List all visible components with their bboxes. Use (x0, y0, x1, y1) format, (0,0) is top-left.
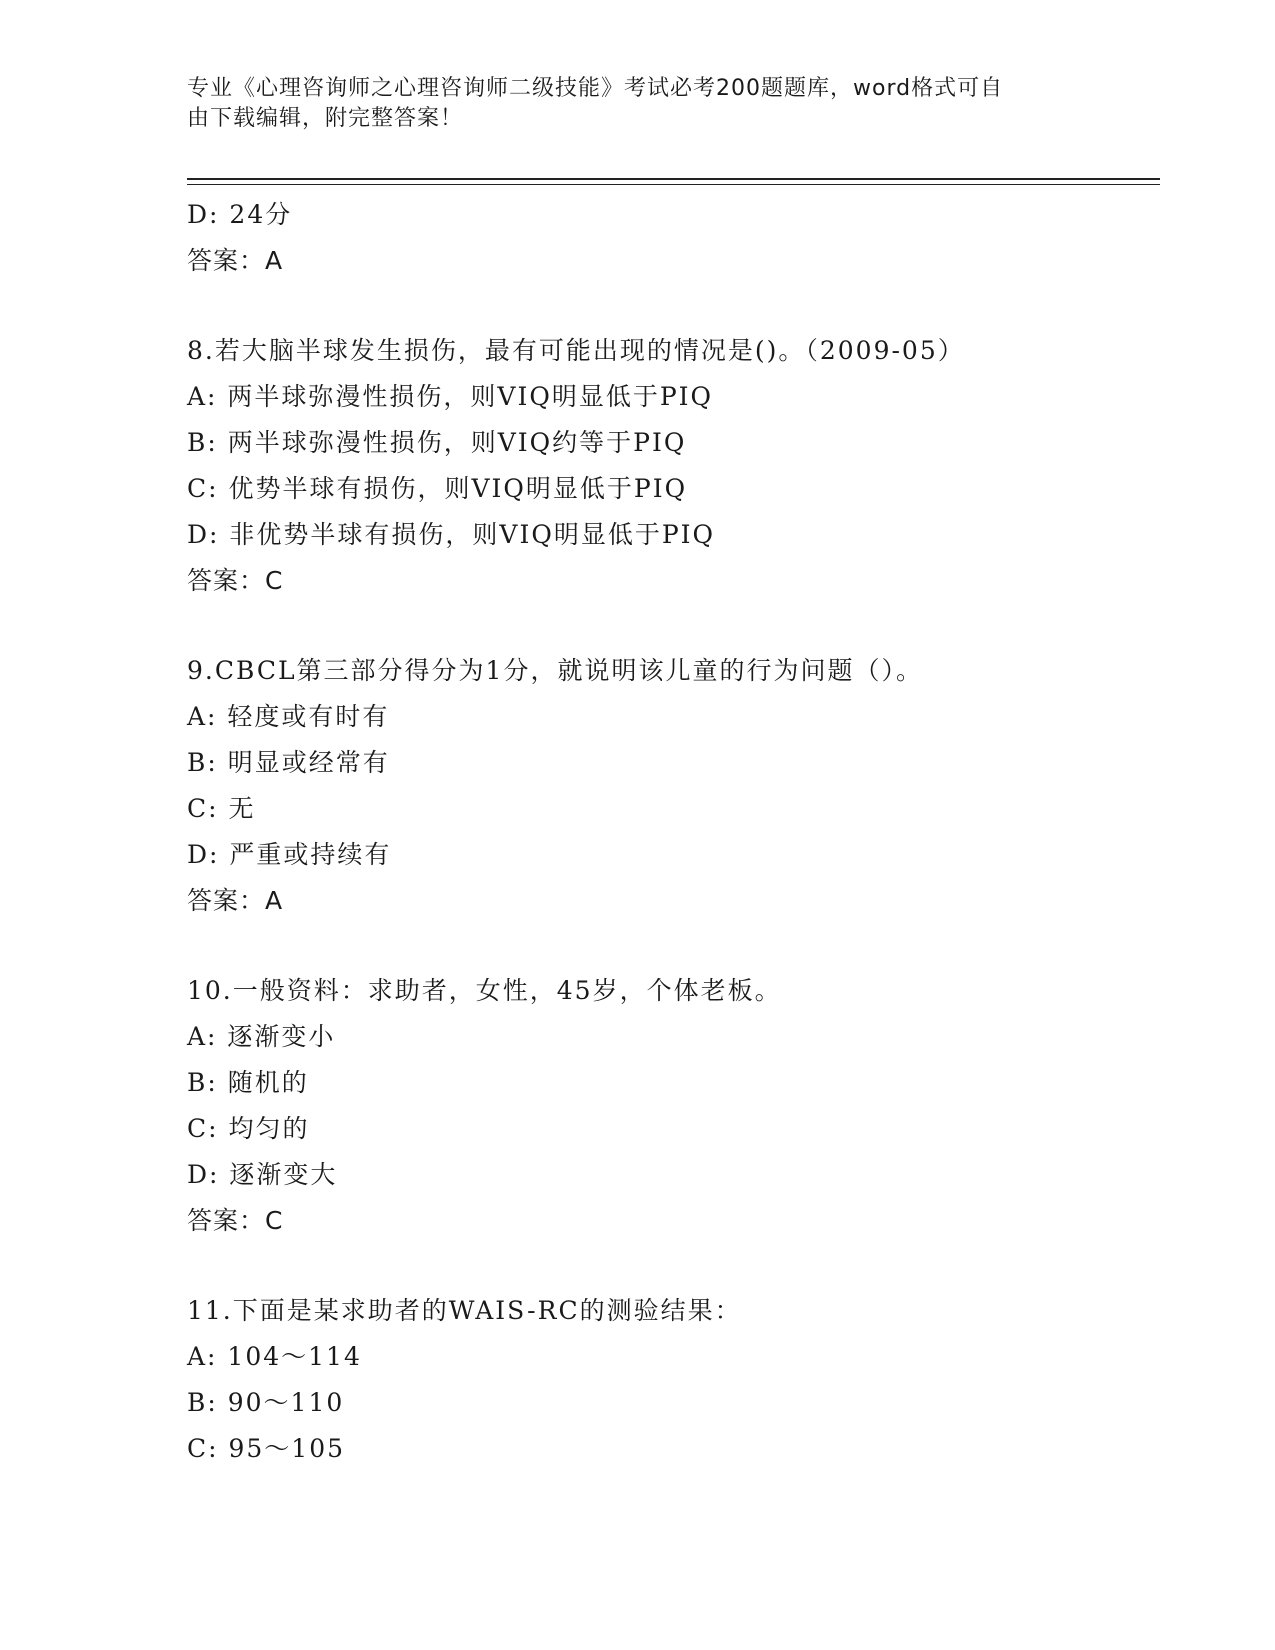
spacer (187, 924, 1167, 968)
option-b: B: 两半球弥漫性损伤，则VIQ约等于PIQ (187, 428, 687, 457)
question-stem: 9.CBCL第三部分得分为1分，就说明该儿童的行为问题（）。 (187, 656, 923, 685)
option-d: D: 逐渐变大 (187, 1160, 338, 1189)
option-b: B: 明显或经常有 (187, 748, 390, 777)
question-list (187, 192, 1167, 1472)
spacer (187, 284, 1167, 328)
document-header (187, 74, 1067, 134)
option-b: B: 随机的 (187, 1068, 309, 1097)
question-stem: 8.若大脑半球发生损伤，最有可能出现的情况是()。（2009-05） (187, 336, 965, 365)
option-c: C: 无 (187, 794, 256, 823)
spacer (187, 1244, 1167, 1288)
option-a: A: 104～114 (187, 1342, 362, 1371)
option-d: D: 严重或持续有 (187, 840, 392, 869)
question-11 (187, 1288, 1167, 1472)
question-9 (187, 648, 1167, 924)
option-b: B: 90～110 (187, 1388, 345, 1417)
question-7-partial (187, 192, 1167, 284)
header-divider (187, 178, 1160, 185)
option-d: D: 非优势半球有损伤，则VIQ明显低于PIQ (187, 520, 716, 549)
answer: 答案：C (187, 566, 284, 595)
question-8 (187, 328, 1167, 604)
option-c: C: 均匀的 (187, 1114, 310, 1143)
answer: 答案：A (187, 246, 284, 275)
header-line-1: 专业《心理咨询师之心理咨询师二级技能》考试必考200题题库，word格式可自 (187, 76, 1004, 101)
option-a: A: 两半球弥漫性损伤，则VIQ明显低于PIQ (187, 382, 714, 411)
option-a: A: 轻度或有时有 (187, 702, 390, 731)
spacer (187, 604, 1167, 648)
option-a: A: 逐渐变小 (187, 1022, 336, 1051)
answer: 答案：A (187, 886, 284, 915)
option-d: D: 24分 (187, 200, 293, 229)
header-line-2: 由下载编辑，附完整答案！ (187, 106, 464, 131)
option-c: C: 优势半球有损伤，则VIQ明显低于PIQ (187, 474, 688, 503)
question-10 (187, 968, 1167, 1244)
question-stem: 11.下面是某求助者的WAIS-RC的测验结果： (187, 1296, 742, 1325)
option-c: C: 95～105 (187, 1434, 346, 1463)
answer: 答案：C (187, 1206, 284, 1235)
question-stem: 10.一般资料：求助者，女性，45岁，个体老板。 (187, 976, 782, 1005)
